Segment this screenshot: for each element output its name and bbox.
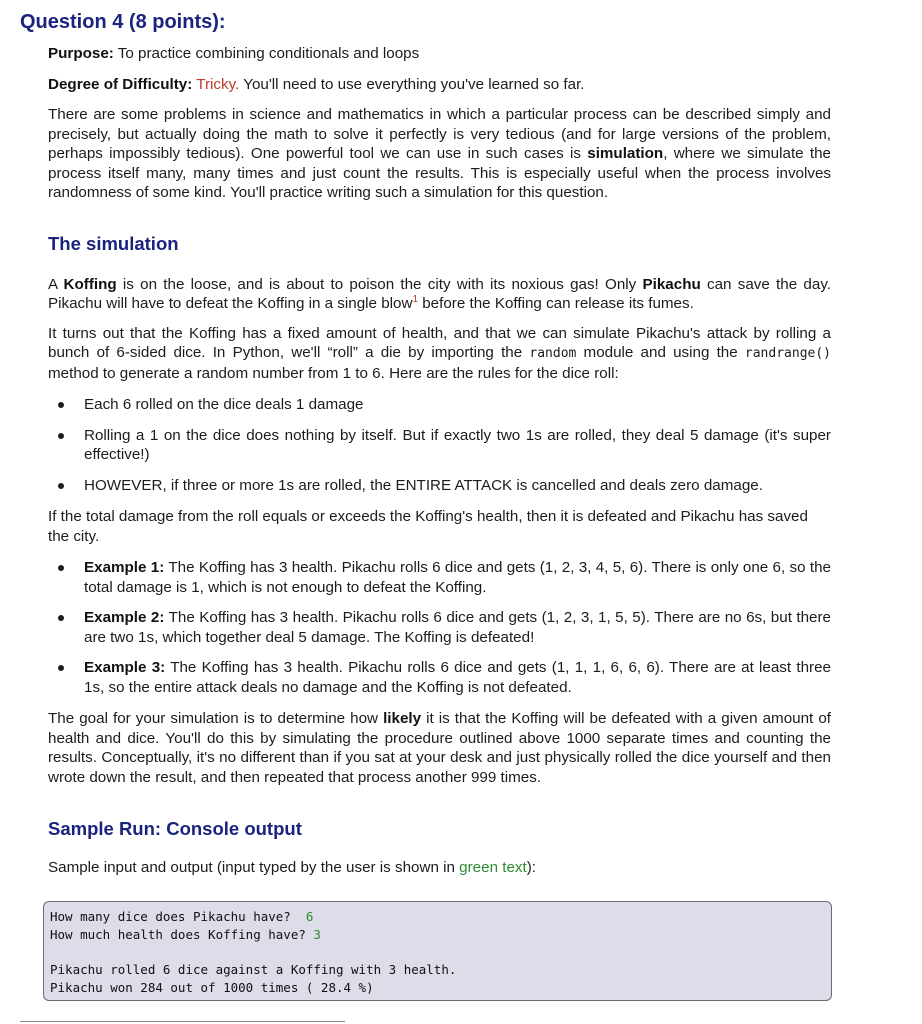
console-output-line-2: Pikachu won 284 out of 1000 times ( 28.4 %) <box>50 980 374 995</box>
sample-intro-a: Sample input and output (input typed by the user is shown in <box>48 859 460 876</box>
sim-p1-b: is on the loose, and is about to poison the city with its noxious gas! Only <box>116 275 643 293</box>
console-input-dice: 6 <box>305 909 314 924</box>
list-item <box>48 558 831 597</box>
list-item <box>48 658 831 697</box>
question-body <box>48 44 831 878</box>
intro-paragraph <box>48 105 831 203</box>
sim-p2-b: module and using the <box>576 344 745 361</box>
list-item: Each 6 rolled on the dice deals 1 damage <box>48 395 831 415</box>
sim-p1-d: before the Koffing can release its fumes. <box>418 295 694 312</box>
goal-text-a: The goal for your simulation is to determine how <box>48 710 384 727</box>
example-label: Example 2: <box>84 609 165 626</box>
difficulty-line <box>48 75 831 95</box>
goal-paragraph <box>48 709 831 787</box>
sample-run-heading: Sample Run: Console output <box>48 818 302 839</box>
intro-text-a: There are some problems in science and mathematics in which a particular process can be described simply and precisely, but actually doing the math to solve it perfectly is very tedious (and for large versions of the problem, perhaps impossibly tedious). One powerful tool we can use in such cases is <box>48 106 831 162</box>
console-line-health <box>50 926 831 944</box>
goal-text-b: it is that the Koffing will be defeated with a given amount of health and dice. You'll do this by simulating the procedure outlined above 1000 separate times and counting the results. Conceptually, it's no different than if you sat at your desk and just physically rolled the dice yourself and then wrote down the result, and then repeated that process another 999 times. <box>48 710 831 786</box>
console-output-line-1: Pikachu rolled 6 dice against a Koffing with 3 health. <box>50 962 457 977</box>
footnote-marker[interactable]: 1 <box>412 294 419 305</box>
console-blank-line <box>50 944 831 961</box>
difficulty-text: You'll need to use everything you've learned so far. <box>243 75 585 93</box>
intro-text-b: , where we simulate the process itself many, many times and just count the results. This is especially useful when the process involves randomness of some kind. You'll practice writing such a simulation for this question. <box>48 145 831 201</box>
pikachu-bold: Pikachu <box>642 275 701 293</box>
sample-intro-b: ): <box>526 859 536 876</box>
sim-p2-c: method to generate a random number from 1 to 6. Here are the rules for the dice roll: <box>48 364 619 382</box>
list-item: Rolling a 1 on the dice does nothing by itself. But if exactly two 1s are rolled, they deal 5 damage (it's super effective!) <box>48 426 831 465</box>
console-output-box <box>43 901 832 1001</box>
code-randrange: randrange() <box>744 346 831 361</box>
defeat-condition-paragraph: If the total damage from the roll equals or exceeds the Koffing's health, then it is defeated and Pikachu has saved the city. <box>48 508 808 545</box>
simulation-paragraph-1 <box>48 275 831 314</box>
purpose-line <box>48 44 831 64</box>
example-text: The Koffing has 3 health. Pikachu rolls 6 dice and gets (1, 2, 3, 1, 5, 5). There are no 6s, but there are two 1s, which together deal 5 damage. The Koffing is defeated! <box>84 609 831 646</box>
difficulty-label: Degree of Difficulty: <box>48 75 193 93</box>
footnote-divider <box>20 1021 345 1022</box>
question-title: Question 4 (8 points): <box>20 11 226 33</box>
code-random: random <box>529 346 577 361</box>
console-line-dice <box>50 908 831 926</box>
sample-intro-green: green text <box>459 859 527 876</box>
example-label: Example 1: <box>84 559 165 576</box>
examples-list <box>48 558 831 697</box>
purpose-text: To practice combining conditionals and loops <box>117 45 420 62</box>
sim-p1-a: A <box>48 275 64 293</box>
example-text: The Koffing has 3 health. Pikachu rolls 6 dice and gets (1, 1, 1, 6, 6, 6). There are at least three 1s, so the entire attack deals no damage and the Koffing is not defeated. <box>84 659 831 696</box>
example-label: Example 3: <box>84 659 166 676</box>
goal-bold-likely: likely <box>383 710 422 727</box>
intro-bold-simulation: simulation <box>587 145 664 162</box>
sample-intro <box>48 858 831 878</box>
sim-p2-a: It turns out that the Koffing has a fixed amount of health, and that we can simulate Pikachu's attack by rolling a bunch of 6-sided dice. In Python, we'll “roll” a die by importing the <box>48 324 831 361</box>
console-prompt-health: How much health does Koffing have? <box>50 927 314 942</box>
example-text: The Koffing has 3 health. Pikachu rolls 6 dice and gets (1, 2, 3, 4, 5, 6). There is only one 6, so the total damage is 1, which is not enough to defeat the Koffing. <box>84 559 831 596</box>
simulation-paragraph-2 <box>48 324 831 384</box>
list-item <box>48 608 831 647</box>
difficulty-level: Tricky. <box>196 75 240 93</box>
koffing-bold: Koffing <box>63 275 117 293</box>
console-prompt-dice: How many dice does Pikachu have? <box>50 909 306 924</box>
list-item: HOWEVER, if three or more 1s are rolled, the ENTIRE ATTACK is cancelled and deals zero damage. <box>48 476 831 496</box>
simulation-heading: The simulation <box>48 232 179 254</box>
dice-rules-list <box>48 395 831 495</box>
sim-p1-c: can save the day. Pikachu will have to defeat the Koffing in a single blow <box>48 275 831 312</box>
purpose-label: Purpose: <box>48 45 114 62</box>
console-input-health: 3 <box>313 927 321 942</box>
